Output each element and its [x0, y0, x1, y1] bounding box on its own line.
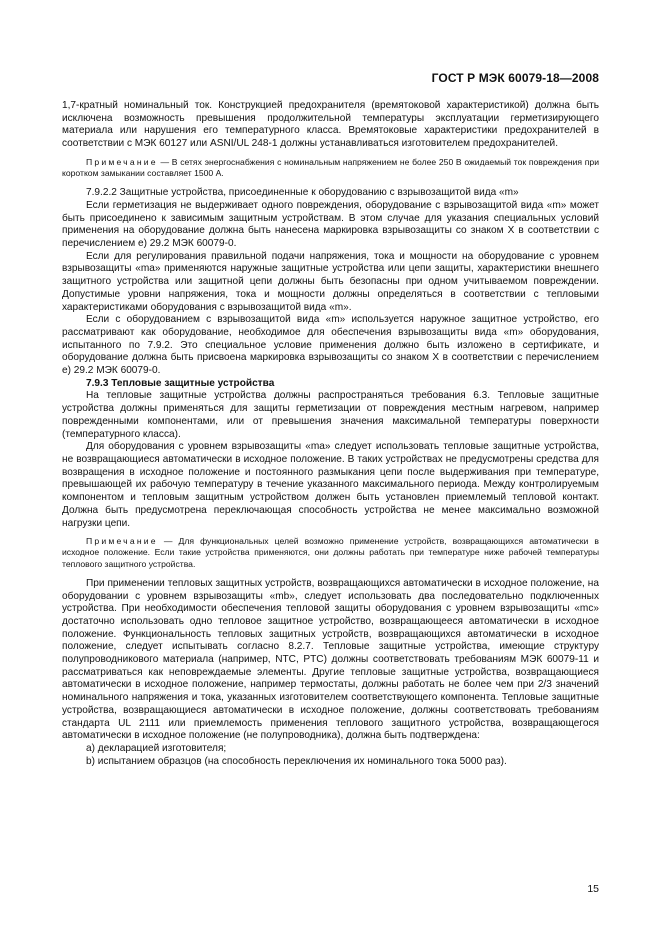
page-number: 15: [587, 883, 599, 895]
paragraph: Если с оборудованием с взрывозащитой вида «m» используется наружное защитное устройство, его рассматривают как оборудование, необходимое для обеспечения взрывозащиты вида «m» оборудования, испытанного по 7.9.2. Это специальное условие применения должно быть изложено в сертификате, и оборудование должна быть присвоена маркировка взрывозащиты со знаком X в соответствии с перечислением е) 29.2 МЭК 60079-0.: [62, 314, 599, 377]
section-heading-7-9-3: 7.9.3 Тепловые защитные устройства: [86, 377, 275, 389]
paragraph: Если для регулирования правильной подачи напряжения, тока и мощности на оборудование с уровнем взрывозащиты «ma» применяются наружные защитные устройства или цепи защиты, характеристики внешнего защитного устройства или защитной цепи должны быть безопасны при одном учитываемом повреждении. Допустимые уровни напряжения, тока и мощности должны определяться в соответствии с тепловыми характеристиками оборудования с взрывозащитой вида «m».: [62, 250, 599, 313]
standard-code-header: ГОСТ Р МЭК 60079-18—2008: [431, 71, 599, 85]
note: [62, 157, 599, 179]
paragraph: На тепловые защитные устройства должны распространяться требования 6.3. Тепловые защитные устройства должны применяться для защиты герметизации от повреждения местным нагревом, например поврежденными компонентами, или от превышения значения максимальной температуры поверхности (температурного класса).: [62, 390, 599, 440]
note-text: — Для функциональных целей возможно применение устройств, возвращающихся автоматически в исходное положение. Если такие устройства применяются, они должны работать при температуре ниже рабочей температуры теплового защитного устройства.: [62, 536, 599, 569]
note-text: — В сетях энергоснабжения с номинальным напряжением не более 250 В ожидаемый ток повреждения при коротком замыкании составляет 1500 А.: [62, 156, 599, 179]
document-body: [62, 100, 599, 768]
clause-7-9-2-2: 7.9.2.2 Защитные устройства, присоединенные к оборудованию с взрывозащитой вида «m»: [86, 187, 519, 199]
paragraph: Если герметизация не выдерживает одного повреждения, оборудование с взрывозащитой вида «m» может быть присоединено к зависимым защитным устройствам. В этом случае для указания специальных условий применения на оборудование должна быть нанесена маркировка взрывозащиты со знаком X в соответствии с перечислением е) 29.2 МЭК 60079-0.: [62, 199, 599, 250]
note-label: Примечание: [86, 156, 158, 167]
paragraph: При применении тепловых защитных устройств, возвращающихся автоматически в исходное положение, на оборудовании с уровнем взрывозащиты «mb», следует использовать два последовательно подключенных устройства. При необходимости обеспечения тепловой защиты оборудования с уровнем взрывозащиты «mc» достаточно использовать одно тепловое защитное устройство, возвращающееся автоматически в исходное положение. Функциональность тепловых защитных устройств, возвращающихся автоматически в исходное положение, следует испытывать согласно 8.2.7. Тепловые защитные устройства, имеющие структуру полупроводникового материала (например, NTC, PTC) должны соответствовать требованиям МЭК 60079-11 и рассматриваться как неповреждаемые элементы. Другие тепловые защитные устройства, возвращающиеся автоматически в исходное положение, например термостаты, должны работать не более чем при 2/3 значений номинального напряжения и тока, указанных изготовителем соответствующего компонента. Тепловые защитные устройства, возвращающиеся автоматически в исходное положение, должны соответствовать требованиям стандарта UL 2111 или приемлемость применения теплового защитного устройства, возвращающегося автоматически в исходное положение (не полупроводника), должна быть подтверждена:: [62, 577, 599, 742]
paragraph: Для оборудования с уровнем взрывозащиты «ma» следует использовать тепловые защитные устройства, не возвращающиеся автоматически в исходное положение. В таких устройствах не предусмотрены средства для возвращения в исходное положение и постоянного размыкания цепи после выдерживания при температуре, превышающей их рабочую температуру в течение указанного максимального периода. Между контролируемым компонентом и тепловым защитным устройством должен быть установлен приемлемый тепловой контакт. Должна быть предусмотрена переключающая способность устройства не менее максимально возможной нагрузки цепи.: [62, 441, 599, 529]
note-label: Примечание: [86, 536, 158, 547]
paragraph: 1,7-кратный номинальный ток. Конструкцией предохранителя (времятоковой характеристикой) должна быть исключена возможность превышения продолжительной температуры эксплуатации герметизирующего материала или нарушения его температурного класса. Времятоковые характеристики предохранителей в соответствии с МЭК 60127 или ASNI/UL 248-1 должны устанавливаться изготовителем предохранителей.: [62, 100, 599, 150]
list-item-a: a) декларацией изготовителя;: [86, 742, 227, 754]
note: [62, 536, 599, 570]
list-item-b: b) испытанием образцов (на способность переключения их номинального тока 5000 раз).: [86, 755, 507, 767]
